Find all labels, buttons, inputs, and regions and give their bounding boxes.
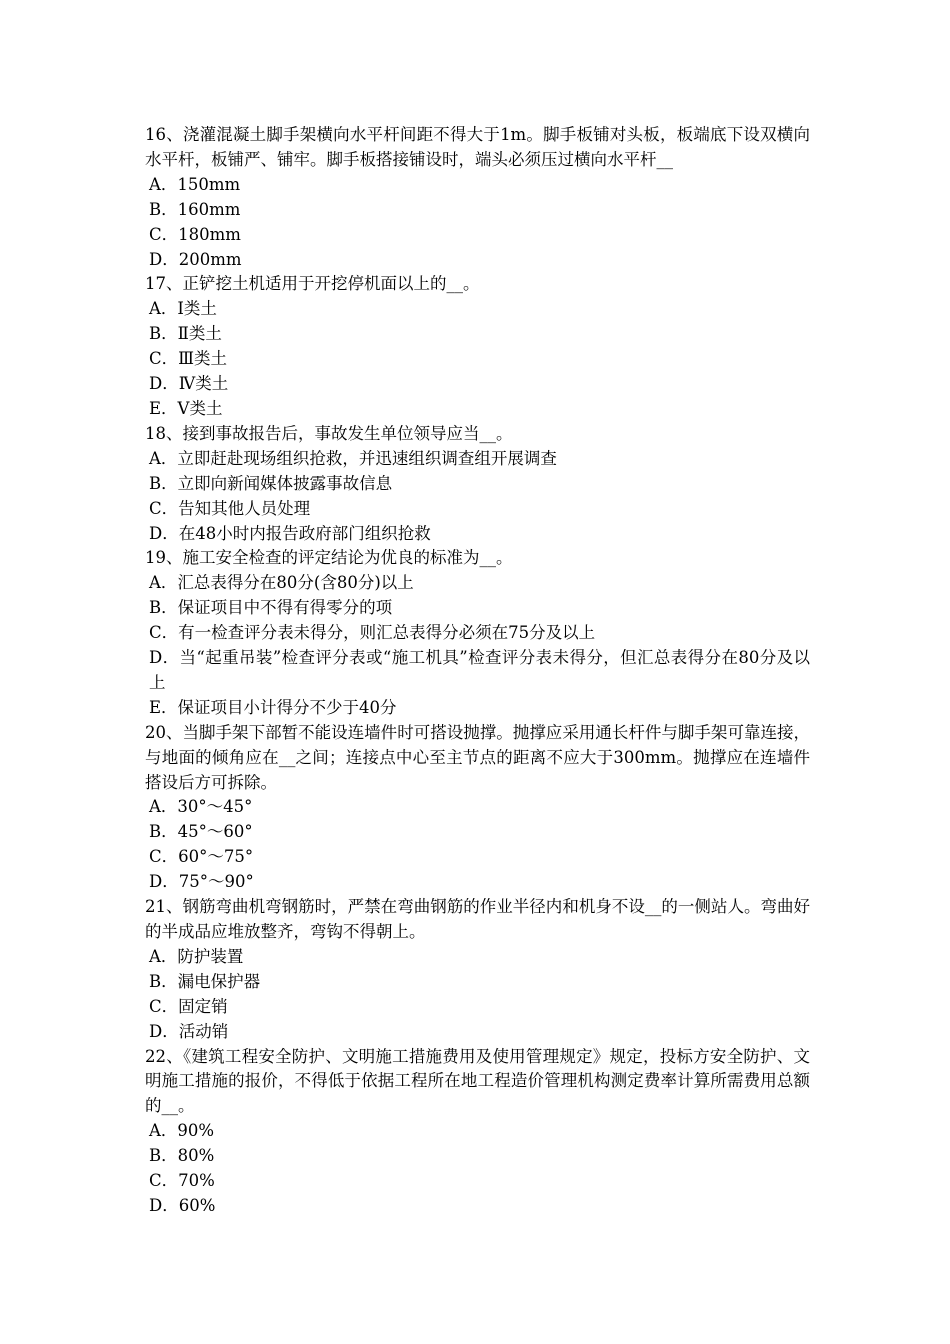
option-b: B．立即向新闻媒体披露事故信息 [149, 473, 393, 493]
option-d: D．75°～90° [149, 872, 254, 892]
question-22 [145, 1045, 810, 1219]
option-b: B．Ⅱ类土 [149, 324, 222, 344]
option-b: B．160mm [149, 199, 241, 219]
option-d: D．当“起重吊装”检查评分表或“施工机具”检查评分表未得分，但汇总表得分在80分及以上 [149, 648, 810, 692]
option-e: E．保证项目小计得分不少于40分 [149, 697, 397, 717]
option-a: A．防护装置 [149, 946, 244, 966]
option-a: A．汇总表得分在80分(含80分)以上 [149, 573, 414, 593]
option-d: D．60% [149, 1195, 216, 1215]
question-18 [145, 422, 810, 547]
option-a: A．90% [149, 1121, 215, 1141]
question-stem: 20、当脚手架下部暂不能设连墙件时可搭设抛撑。抛撑应采用通长杆件与脚手架可靠连接，与地面的倾角应在__之间；连接点中心至主节点的距离不应大于300mm。抛撑应在连墙件搭设后方可拆除。 [145, 722, 810, 792]
question-stem: 22、《建筑工程安全防护、文明施工措施费用及使用管理规定》规定，投标方安全防护、文明施工措施的报价，不得低于依据工程所在地工程造价管理机构测定费率计算所需费用总额的__。 [145, 1046, 810, 1116]
option-c: C．有一检查评分表未得分，则汇总表得分必须在75分及以上 [149, 623, 596, 643]
question-stem: 21、钢筋弯曲机弯钢筋时，严禁在弯曲钢筋的作业半径内和机身不设__的一侧站人。弯曲好的半成品应堆放整齐，弯钩不得朝上。 [145, 897, 810, 941]
question-17 [145, 272, 810, 421]
question-16 [145, 123, 810, 272]
question-stem: 18、接到事故报告后，事故发生单位领导应当__。 [145, 423, 513, 443]
option-a: A．150mm [149, 174, 241, 194]
question-19 [145, 546, 810, 720]
question-stem: 19、施工安全检查的评定结论为优良的标准为__。 [145, 548, 513, 568]
option-c: C．60°～75° [149, 847, 254, 867]
option-d: D．200mm [149, 249, 242, 269]
option-c: C．180mm [149, 224, 241, 244]
option-a: A．Ⅰ类土 [149, 299, 217, 319]
option-b: B．80% [149, 1146, 215, 1166]
option-c: C．固定销 [149, 996, 228, 1016]
question-21 [145, 895, 810, 1044]
option-b: B．漏电保护器 [149, 971, 261, 991]
document-body [145, 123, 810, 1219]
option-a: A．立即赶赴现场组织抢救，并迅速组织调查组开展调查 [149, 448, 557, 468]
option-b: B．45°～60° [149, 822, 253, 842]
option-c: C．Ⅲ类土 [149, 349, 228, 369]
question-20 [145, 721, 810, 895]
option-e: E．Ⅴ类土 [149, 398, 223, 418]
option-d: D．活动销 [149, 1021, 229, 1041]
option-c: C．告知其他人员处理 [149, 498, 311, 518]
option-c: C．70% [149, 1171, 215, 1191]
option-d: D．Ⅳ类土 [149, 374, 229, 394]
option-d: D．在48小时内报告政府部门组织抢救 [149, 523, 431, 543]
option-a: A．30°～45° [149, 797, 253, 817]
option-b: B．保证项目中不得有得零分的项 [149, 598, 393, 618]
question-stem: 17、正铲挖土机适用于开挖停机面以上的__。 [145, 274, 480, 294]
question-stem: 16、浇灌混凝土脚手架横向水平杆间距不得大于1m。脚手板铺对头板，板端底下设双横向水平杆，板铺严、铺牢。脚手板搭接铺设时，端头必须压过横向水平杆__ [145, 125, 810, 169]
